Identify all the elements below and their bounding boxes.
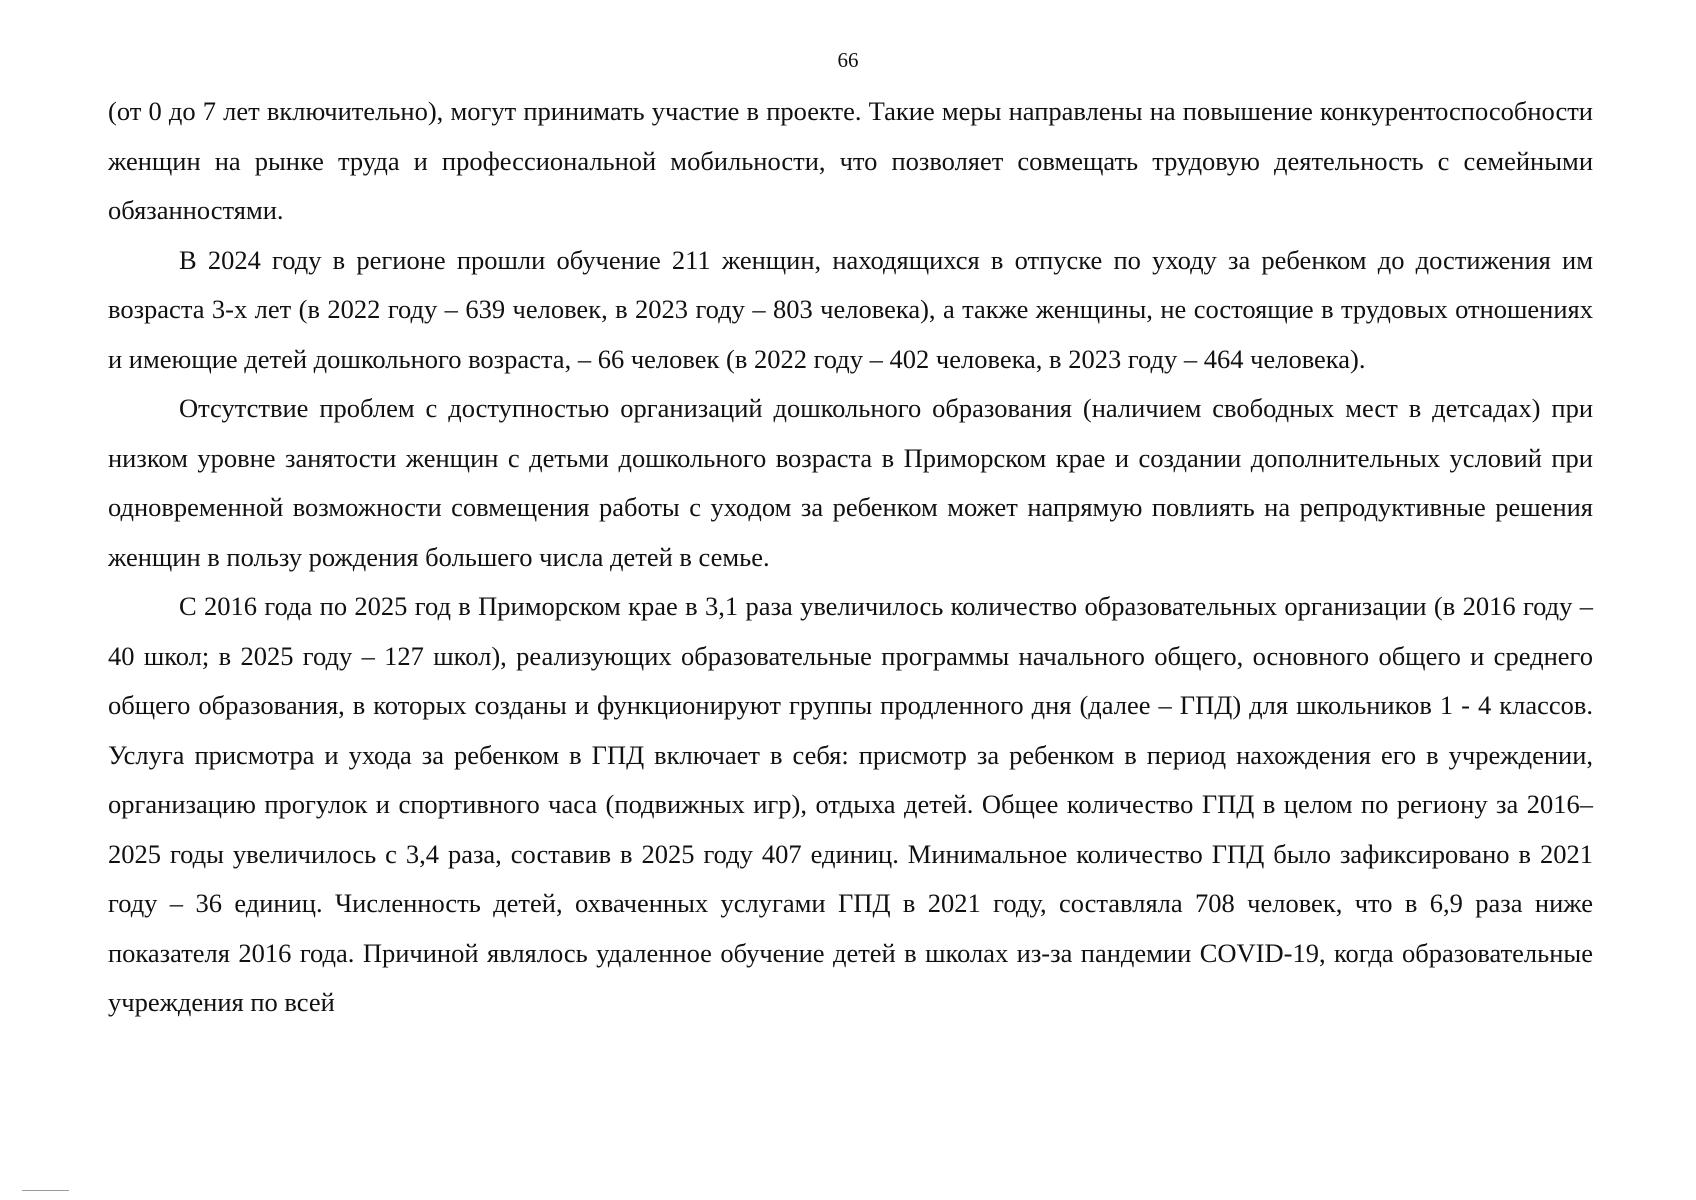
document-body xyxy=(108,87,1593,1028)
footer-divider xyxy=(22,1190,69,1191)
page-number: 66 xyxy=(837,48,859,72)
paragraph-extended-day-groups: С 2016 года по 2025 год в Приморском крае в 3,1 раза увеличилось количество образовательных организации (в 2016 году – 40 школ; в 2025 году – 127 школ), реализующих образовательные программы начального общего, основного общего и среднего общего образования, в которых созданы и функционируют группы продленного дня (далее – ГПД) для школьников 1 - 4 классов. Услуга присмотра и ухода за ребенком в ГПД включает в себя: присмотр за ребенком в период нахождения его в учреждении, организацию прогулок и спортивного часа (подвижных игр), отдыха детей. Общее количество ГПД в целом по региону за 2016–2025 годы увеличилось с 3,4 раза, составив в 2025 году 407 единиц. Минимальное количество ГПД было зафиксировано в 2021 году – 36 единиц. Численность детей, охваченных услугами ГПД в 2021 году, составляла 708 человек, что в 6,9 раза ниже показателя 2016 года. Причиной являлось удаленное обучение детей в школах из-за пандемии COVID-19, когда образовательные учреждения по всей xyxy=(108,591,1593,1017)
paragraph-training-statistics: В 2024 году в регионе прошли обучение 211 женщин, находящихся в отпуске по уходу за ребенком до достижения им возраста 3-х лет (в 2022 году – 639 человек, в 2023 году – 803 человека), а также женщины, не состоящие в трудовых отношениях и имеющие детей дошкольного возраста, – 66 человек (в 2022 году – 402 человека, в 2023 году – 464 человека). xyxy=(108,244,1593,374)
paragraph-preschool-availability: Отсутствие проблем с доступностью организаций дошкольного образования (наличием свободных мест в детсадах) при низком уровне занятости женщин с детьми дошкольного возраста в Приморском крае и создании дополнительных условий при одновременной возможности совмещения работы с уходом за ребенком может напрямую повлиять на репродуктивные решения женщин в пользу рождения большего числа детей в семье. xyxy=(108,393,1593,572)
paragraph-continuation: (от 0 до 7 лет включительно), могут принимать участие в проекте. Такие меры направлены на повышение конкурентоспособности женщин на рынке труда и профессиональной мобильности, что позволяет совмещать трудовую деятельность с семейными обязанностями. xyxy=(108,96,1593,225)
